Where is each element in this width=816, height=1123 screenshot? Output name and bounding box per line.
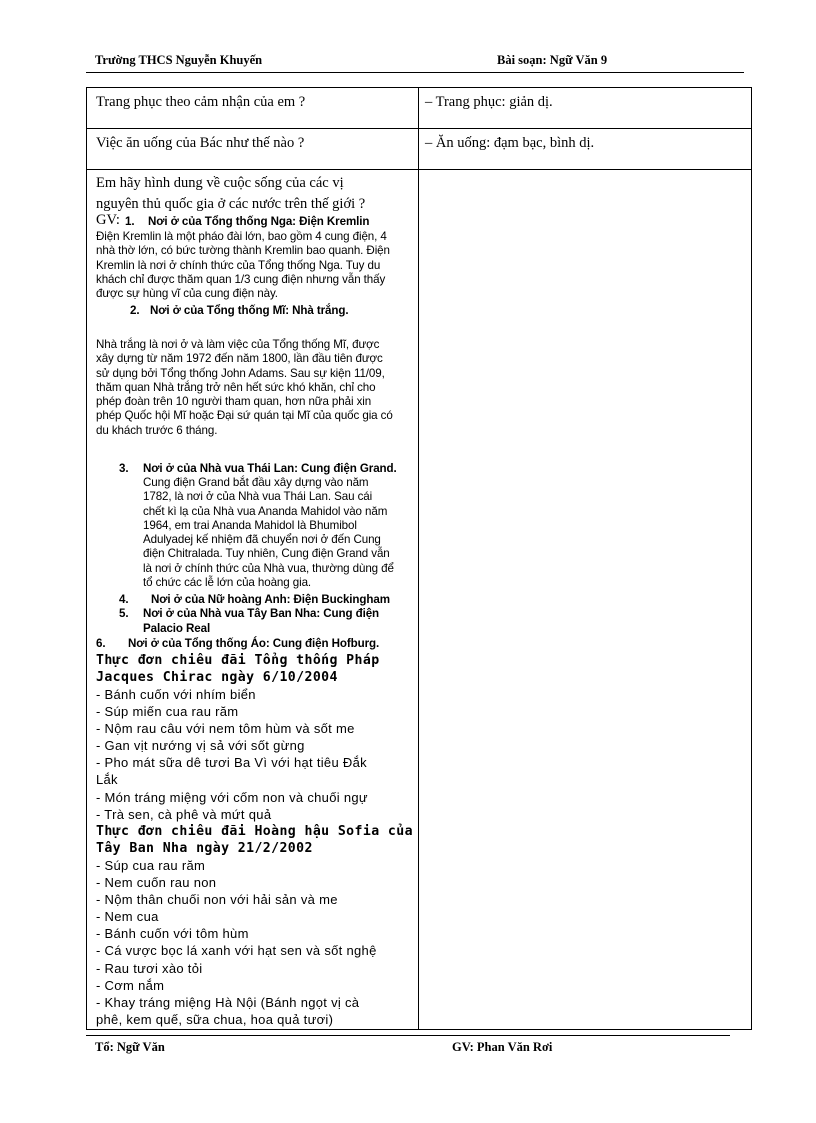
row2-answer: – Ăn uống: đạm bạc, bình dị. bbox=[425, 135, 595, 151]
item3-title: Nơi ở của Nhà vua Thái Lan: Cung điện Grand. bbox=[143, 462, 397, 475]
item4-num: 4. bbox=[119, 593, 129, 606]
row3-question-line2: nguyên thủ quốc gia ở các nước trên thế giới ? bbox=[96, 196, 366, 212]
list-item: - Khay tráng miệng Hà Nội (Bánh ngọt vị cà bbox=[96, 994, 360, 1010]
row3-question-line1: Em hãy hình dung về cuộc sống của các vị bbox=[96, 175, 344, 191]
footer-teacher: GV: Phan Văn Rơi bbox=[452, 1040, 553, 1054]
row3-content-cell bbox=[86, 169, 419, 1030]
item2-title: Nơi ở của Tổng thống Mĩ: Nhà trắng. bbox=[150, 304, 349, 317]
row2-question-cell bbox=[86, 128, 419, 170]
row1-question: Trang phục theo cảm nhận của em ? bbox=[96, 94, 306, 110]
menu1-title-line2: Jacques Chirac ngày 6/10/2004 bbox=[96, 670, 338, 685]
menu2-title-line1: Thực đơn chiêu đãi Hoàng hậu Sofia của bbox=[96, 824, 413, 839]
list-item: - Bánh cuốn với tôm hùm bbox=[96, 926, 249, 942]
gv-label: GV: bbox=[96, 212, 120, 228]
header-subject: Bài soạn: Ngữ Văn 9 bbox=[497, 53, 608, 67]
row2-question: Việc ăn uống của Bác như thế nào ? bbox=[96, 135, 305, 151]
row2-answer-cell bbox=[418, 128, 752, 170]
footer-department: Tổ: Ngữ Văn bbox=[95, 1040, 165, 1054]
row3-answer-cell bbox=[418, 169, 752, 1030]
list-item: - Trà sen, cà phê và mứt quả bbox=[96, 806, 272, 822]
menu2-title-line2: Tây Ban Nha ngày 21/2/2002 bbox=[96, 841, 313, 856]
item5-num: 5. bbox=[119, 607, 129, 620]
menu1-list bbox=[96, 686, 368, 823]
item3-num: 3. bbox=[119, 462, 129, 475]
menu2-list bbox=[96, 857, 377, 1028]
item2-text: Nhà trắng là nơi ở và làm việc của Tổng thống Mĩ, được xây dựng từ năm 1972 đến năm 1800, lần đầu tiên được sử dụng bởi Tổng thống John Adams. Sau sự kiện 11/09, thăm quan Nhà trắng trở nên hết sức khó khăn, chỉ cho phép đoàn trên 10 người tham quan, hơn nữa phải xin phép Quốc hội Mĩ hoặc Đại sứ quán tại Mĩ của quốc gia có du khách trước 6 tháng. bbox=[96, 338, 393, 437]
row1-answer: – Trang phục: giản dị. bbox=[425, 94, 553, 110]
list-item: - Cá vược bọc lá xanh với hạt sen và sốt nghệ bbox=[96, 943, 377, 959]
list-item: - Nộm rau câu với nem tôm hùm và sốt me bbox=[96, 721, 355, 737]
list-item: - Súp cua rau răm bbox=[96, 858, 206, 873]
list-item: - Món tráng miệng với cốm non và chuối ngự bbox=[96, 789, 368, 805]
list-item: - Gan vịt nướng vị sả với sốt gừng bbox=[96, 738, 305, 754]
item6-title: Nơi ở của Tổng thống Áo: Cung điện Hofburg. bbox=[128, 637, 380, 650]
row1-question-cell bbox=[86, 87, 419, 129]
list-item: - Bánh cuốn với nhím biển bbox=[96, 687, 256, 702]
menu1-title-line1: Thực đơn chiêu đãi Tổng thống Pháp bbox=[96, 653, 380, 668]
item1-text: Điện Kremlin là một pháo đài lớn, bao gồm 4 cung điện, 4 nhà thờ lớn, có bức tường thành Kremlin bao quanh. Điện Kremlin là nơi ở chính thức của Tổng thống Nga. Tuy du khách chỉ được thăm quan 1/3 cung điện nhưng vẫn thấy được sự hùng vĩ của cung điện này. bbox=[96, 230, 390, 301]
item5-title-line2: Palacio Real bbox=[143, 622, 211, 635]
item4-title: Nơi ở của Nữ hoàng Anh: Điện Buckingham bbox=[151, 593, 390, 606]
list-item: Lắk bbox=[96, 772, 118, 788]
row1-answer-cell bbox=[418, 87, 752, 129]
list-item: - Nem cua bbox=[96, 909, 159, 925]
item6-num: 6. bbox=[96, 637, 106, 650]
item1-num: 1. bbox=[125, 215, 135, 228]
list-item: - Rau tươi xào tỏi bbox=[96, 960, 203, 976]
list-item: phê, kem quế, sữa chua, hoa quả tươi) bbox=[96, 1011, 334, 1027]
item5-title-line1: Nơi ở của Nhà vua Tây Ban Nha: Cung điện bbox=[143, 607, 380, 620]
item3-text: Cung điện Grand bắt đầu xây dựng vào năm 1782, là nơi ở của Nhà vua Thái Lan. Sau cái chết kì lạ của Nhà vua Ananda Mahidol vào năm 1964, em trai Ananda Mahidol là Bhumibol Adulyadej kế nhiệm đã chuyển nơi ở đến Cung điện Chitralada. Tuy nhiên, Cung điện Grand vẫn là nơi ở chính thức của Nhà vua, thường dùng để tổ chức các lễ lớn của hoàng gia. bbox=[143, 476, 394, 590]
header-divider bbox=[86, 72, 744, 73]
item1-title: Nơi ở của Tổng thống Nga: Điện Kremlin bbox=[148, 215, 370, 228]
item2-num: 2. bbox=[130, 304, 140, 317]
list-item: - Nộm thân chuối non với hải sản và me bbox=[96, 892, 338, 908]
list-item: - Nem cuốn rau non bbox=[96, 875, 217, 891]
list-item: - Cơm nắm bbox=[96, 977, 165, 993]
list-item: - Súp miến cua rau răm bbox=[96, 704, 239, 720]
footer-divider bbox=[86, 1035, 730, 1036]
header-school: Trường THCS Nguyễn Khuyến bbox=[95, 53, 263, 67]
list-item: - Pho mát sữa dê tươi Ba Vì với hạt tiêu Đắk bbox=[96, 755, 367, 771]
